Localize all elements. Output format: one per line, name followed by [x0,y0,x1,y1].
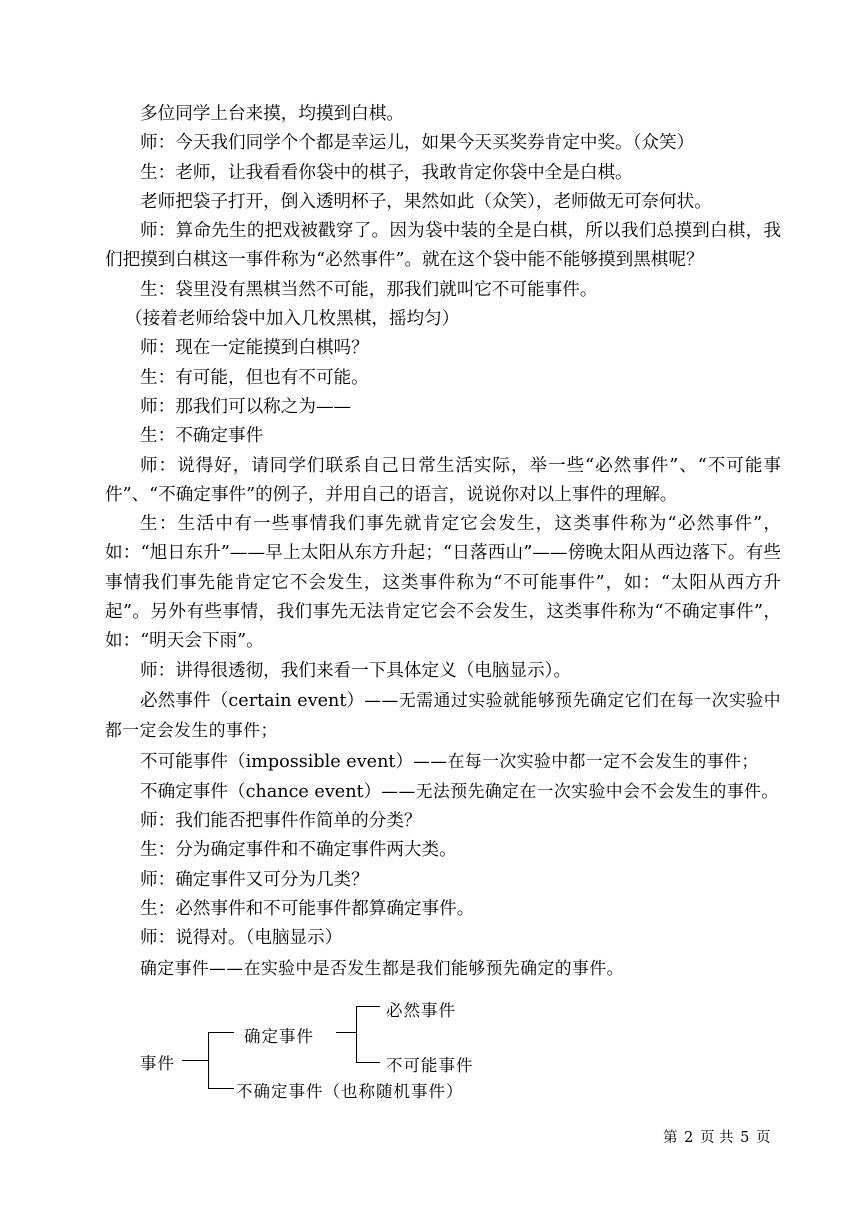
definition-term: 不可能事件（impossible event） [140,751,414,772]
event-classification-diagram [140,992,500,1102]
certain-bracket [356,1006,357,1062]
definition-determined-event: 确定事件——在实验中是否发生都是我们能够预先确定的事件。 [140,957,624,978]
impossible-branch-line [356,1062,380,1063]
footer-total-pages: 5 [740,1130,750,1146]
paragraph: 生：老师，让我看看你袋中的棋子，我敢肯定你袋中全是白棋。 [140,162,633,183]
paragraph: 师：我们能否把事件作简单的分类？ [140,811,422,832]
certain-branch-line [208,1032,234,1033]
stage-direction: （接着老师给袋中加入几枚黑棋，摇均匀） [125,309,460,330]
paragraph: 生：生活中有一些事情我们事先就肯定它会发生，这类事件称为“必然事件”，如：“旭日东升”——早上太阳从东方升起；“日落西山”——傍晚太阳从西边落下。有些事情我们事先能肯定它不会发生，这类事件称为“不可能事件”，如：“太阳从西方升起”。另外有些事情，我们事先无法肯定它会不会发生，这类事件称为“不确定事件”，如：“明天会下雨”。 [105,514,781,652]
definition-certain-event [105,686,781,747]
footer-mid: 页 共 [699,1130,734,1146]
definition-text: ——在每一次实验中都一定不会发生的事件； [413,750,759,771]
paragraph: 生：不确定事件 [140,426,264,447]
definition-chance-event [105,777,781,807]
inevitable-branch-line [356,1006,380,1007]
paragraph: 生：分为确定事件和不确定事件两大类。 [140,840,457,861]
paragraph: 生：袋里没有黑棋当然不可能，那我们就叫它不可能事件。 [140,279,598,300]
paragraph: 师：今天我们同学个个都是幸运儿，如果今天买奖券肯定中奖。（众笑） [140,133,695,154]
tree-root-label: 事件 [140,1054,175,1073]
tree-inevitable-label: 必然事件 [386,1001,456,1020]
paragraph: 师：说得对。（电脑显示） [140,928,343,949]
tree-certain-label: 确定事件 [244,1027,314,1046]
root-connector [182,1060,208,1061]
paragraph: 师：讲得很透彻，我们来看一下具体定义（电脑显示）。 [140,660,572,681]
definition-term: 必然事件（certain event） [140,690,365,711]
paragraph: 师：那我们可以称之为—— [140,396,352,417]
definition-impossible-event [105,747,781,777]
tree-impossible-label: 不可能事件 [386,1056,474,1075]
paragraph: 老师把袋子打开，倒入透明杯子，果然如此（众笑），老师做无可奈何状。 [140,191,712,212]
tree-uncertain-label: 不确定事件（也称随机事件） [236,1082,464,1101]
footer-page-number: 2 [684,1130,694,1146]
paragraph: 师：说得好，请同学们联系自己日常生活实际，举一些“必然事件”、“不可能事件”、“不确定事件”的例子，并用自己的语言，说说你对以上事件的理解。 [105,455,781,505]
uncertain-branch-line [208,1088,234,1089]
definition-term: 不确定事件（chance event） [140,781,382,802]
paragraph: 生：有可能，但也有不可能。 [140,367,369,388]
definition-text: ——无需通过实验就能够预先确定它们在每一次实验中都一定会发生的事件； [105,689,781,741]
paragraph: 师：现在一定能摸到白棋吗？ [140,338,369,359]
paragraph: 多位同学上台来摸，均摸到白棋。 [140,104,404,124]
paragraph: 师：确定事件又可分为几类？ [140,869,369,890]
root-bracket [208,1032,209,1088]
footer-suffix: 页 [756,1130,771,1146]
certain-connector [336,1032,356,1033]
lesson-text [105,100,781,983]
paragraph: 师：算命先生的把戏被戳穿了。因为袋中装的全是白棋，所以我们总摸到白棋，我们把摸到白棋这一事件称为“必然事件”。就在这个袋中能不能够摸到黑棋呢？ [105,221,781,271]
definition-text: ——无法预先确定在一次实验中会不会发生的事件。 [381,780,779,801]
footer-prefix: 第 [663,1130,678,1146]
paragraph: 生：必然事件和不可能事件都算确定事件。 [140,899,475,920]
page-footer [663,1126,773,1147]
